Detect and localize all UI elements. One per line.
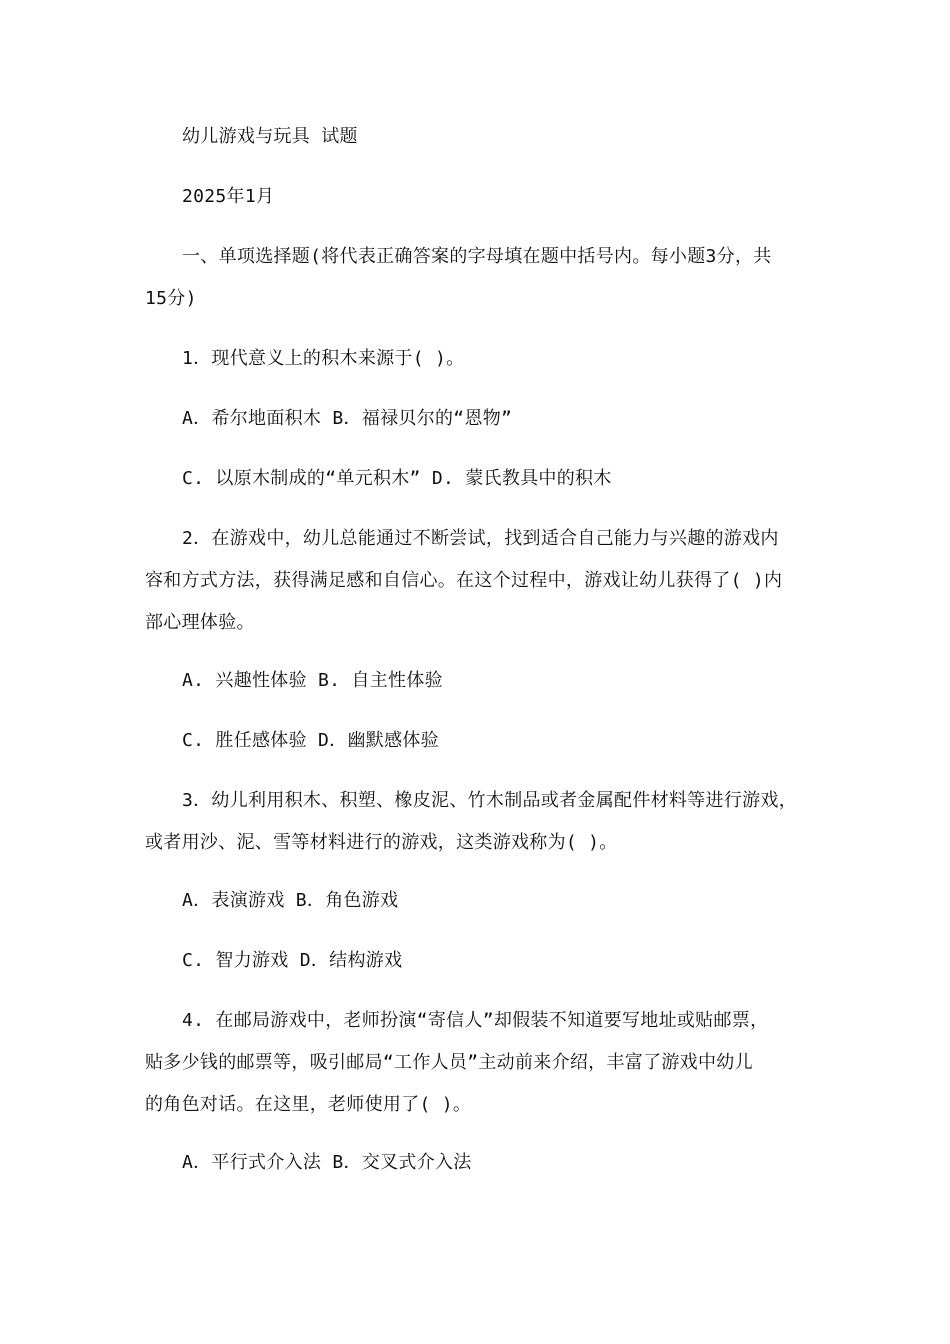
question-3-options-ab: A．表演游戏 B．角色游戏 bbox=[182, 890, 399, 911]
question-3-options-cd: C. 智力游戏 D．结构游戏 bbox=[182, 950, 403, 971]
question-1-text: 1．现代意义上的积木来源于( )。 bbox=[182, 348, 465, 369]
question-4-text-line2: 贴多少钱的邮票等，吸引邮局“工作人员”主动前来介绍，丰富了游戏中幼儿 bbox=[145, 1052, 753, 1073]
question-3-text: 3．幼儿利用积木、积塑、橡皮泥、竹木制品或者金属配件材料等进行游戏， bbox=[182, 790, 798, 811]
question-2-text-line2: 容和方式方法，获得满足感和自信心。在这个过程中，游戏让幼儿获得了( )内 bbox=[145, 570, 783, 591]
document-title: 幼儿游戏与玩具 试题 bbox=[182, 126, 358, 147]
question-1-options-ab: A．希尔地面积木 B．福禄贝尔的“恩物” bbox=[182, 408, 513, 429]
question-2-text: 2．在游戏中，幼儿总能通过不断尝试，找到适合自己能力与兴趣的游戏内 bbox=[182, 528, 779, 549]
section-heading: 一、单项选择题(将代表正确答案的字母填在题中括号内。每小题3分，共 bbox=[182, 246, 772, 267]
question-4-options-ab: A．平行式介入法 B．交叉式介入法 bbox=[182, 1152, 472, 1173]
section-heading-continued: 15分) bbox=[145, 288, 197, 309]
question-4-text: 4. 在邮局游戏中，老师扮演“寄信人”却假装不知道要写地址或贴邮票， bbox=[182, 1010, 769, 1031]
question-4-text-line3: 的角色对话。在这里，老师使用了( )。 bbox=[145, 1094, 472, 1115]
document-date: 2025年1月 bbox=[182, 186, 275, 207]
question-1-options-cd: C. 以原木制成的“单元积木” D. 蒙氏教具中的积木 bbox=[182, 468, 612, 489]
question-2-options-ab: A. 兴趣性体验 B. 自主性体验 bbox=[182, 670, 443, 691]
question-3-text-line2: 或者用沙、泥、雪等材料进行的游戏，这类游戏称为( )。 bbox=[145, 832, 618, 853]
question-2-text-line3: 部心理体验。 bbox=[145, 612, 255, 633]
question-2-options-cd: C. 胜任感体验 D．幽默感体验 bbox=[182, 730, 439, 751]
